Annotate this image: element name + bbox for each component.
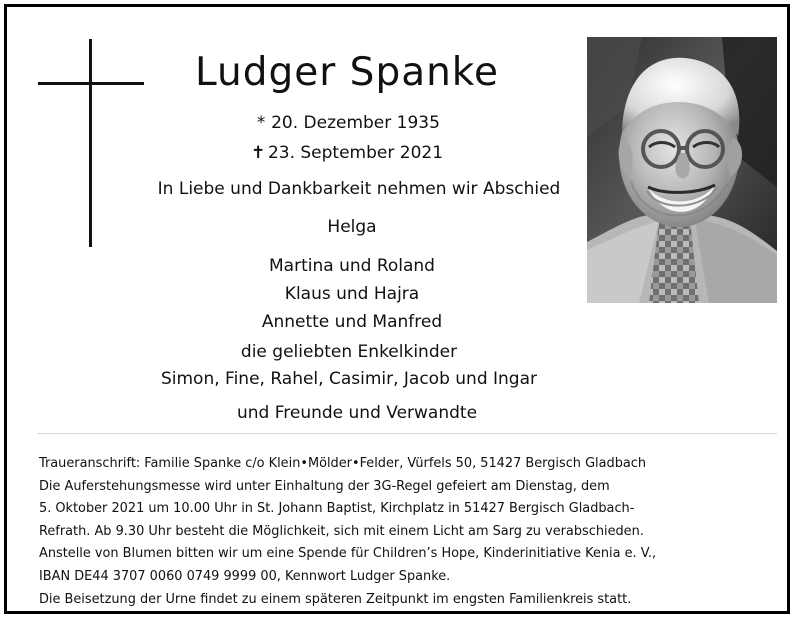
- mourning-notice: [39, 453, 779, 611]
- portrait-photo: [587, 37, 777, 303]
- death-date: 23. September 2021: [267, 143, 444, 163]
- deceased-name: Ludger Spanke: [194, 50, 499, 95]
- grandchildren-section: [119, 339, 579, 393]
- friends-relatives: und Freunde und Verwandte: [236, 403, 478, 423]
- grandchildren-names: Simon, Fine, Rahel, Casimir, Jacob und Ingar: [160, 369, 538, 389]
- family-member: Martina und Roland: [269, 256, 435, 276]
- notice-line: Traueranschrift: Familie Spanke c/o Klein•Mölder•Felder, Vürfels 50, 51427 Bergisch Gladbach: [39, 456, 647, 471]
- farewell-text: In Liebe und Dankbarkeit nehmen wir Abschied: [157, 179, 561, 199]
- family-member: Klaus und Hajra: [284, 284, 420, 304]
- notice-line: Refrath. Ab 9.30 Uhr besteht die Möglichkeit, sich mit einem Licht am Sarg zu verabschieden.: [39, 523, 644, 539]
- notice-line: IBAN DE44 3707 0060 0749 9999 00, Kennwort Ludger Spanke.: [39, 568, 451, 584]
- family-list: [197, 213, 507, 336]
- birth-date-line: [217, 108, 477, 138]
- family-member: Helga: [327, 217, 377, 237]
- family-member: Annette und Manfred: [261, 312, 443, 332]
- birth-symbol: *: [256, 113, 266, 133]
- notice-line: Die Auferstehungsmesse wird unter Einhaltung der 3G-Regel gefeiert am Dienstag, dem: [39, 478, 610, 494]
- obituary-frame: [4, 4, 790, 614]
- cross-icon-bar: [38, 82, 144, 85]
- notice-line: Anstelle von Blumen bitten wir um eine Spende für Children’s Hope, Kinderinitiative Kenia e. V.,: [39, 546, 657, 562]
- section-divider: [37, 433, 777, 434]
- grandchildren-intro: die geliebten Enkelkinder: [240, 342, 458, 362]
- birth-date: 20. Dezember 1935: [271, 113, 440, 133]
- cross-icon: [89, 39, 92, 247]
- death-date-line: [217, 138, 477, 168]
- life-dates: [217, 108, 477, 168]
- death-cross-icon: ✝: [250, 143, 266, 163]
- notice-line: 5. Oktober 2021 um 10.00 Uhr in St. Johann Baptist, Kirchplatz in 51427 Bergisch Gladbach-: [39, 501, 635, 517]
- notice-line: Die Beisetzung der Urne findet zu einem späteren Zeitpunkt im engsten Familienkreis statt.: [39, 591, 632, 607]
